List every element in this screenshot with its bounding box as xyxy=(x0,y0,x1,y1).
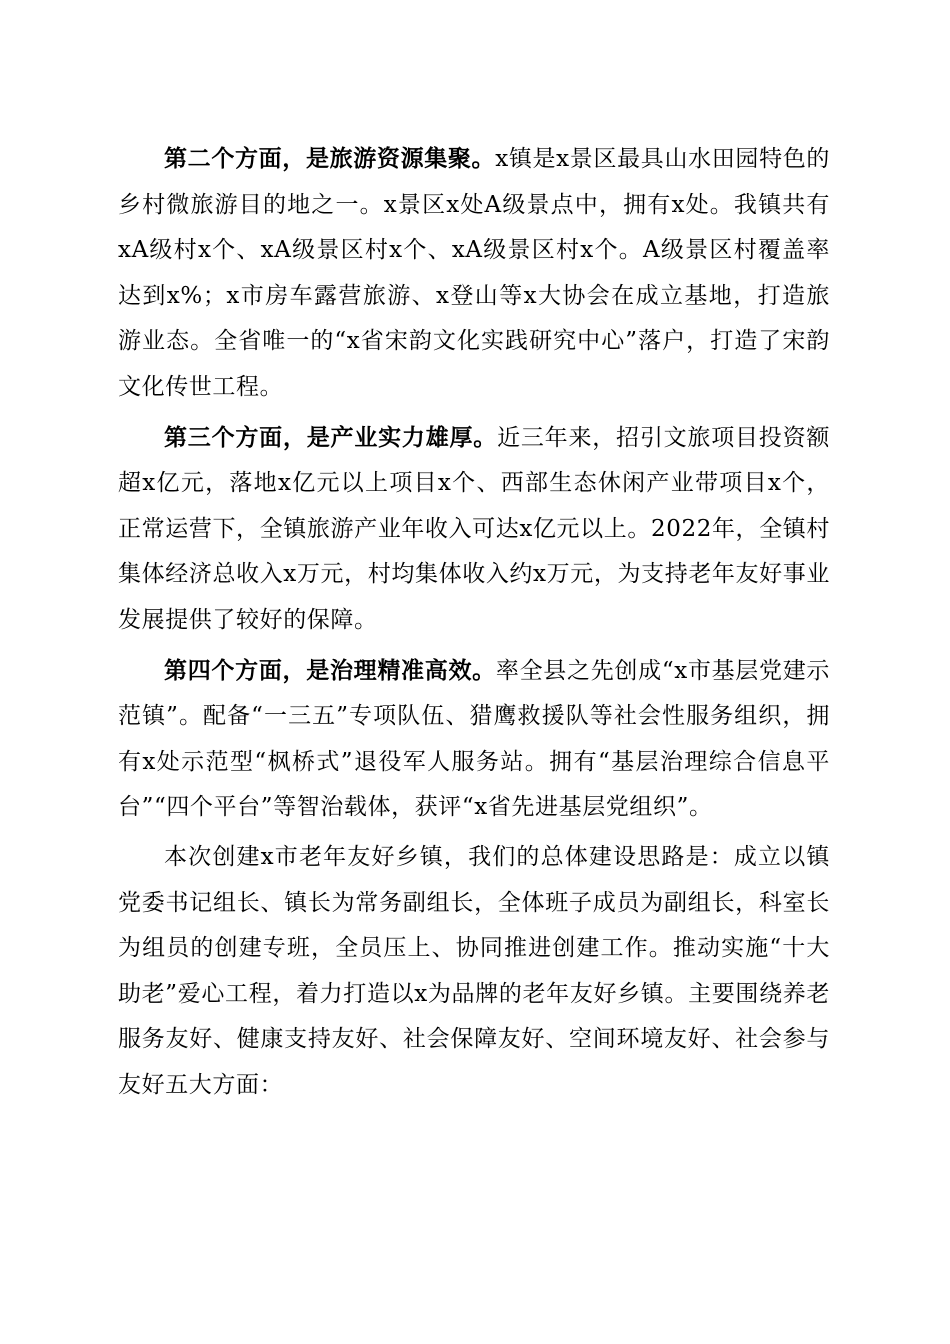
paragraph-tourism-resources xyxy=(118,136,830,411)
paragraph-body: x镇是x景区最具山水田园特色的乡村微旅游目的地之一。x景区x处A级景点中，拥有x处。我镇共有xA级村x个、xA级景区村x个、xA级景区村x个。A级景区村覆盖率达到x%；x市房车露营旅游、x登山等x大协会在成立基地，打造旅游业态。全省唯一的“x省宋韵文化实践研究中心”落户，打造了宋韵文化传世工程。 xyxy=(118,146,830,400)
paragraph-body: 率全县之先创成“x市基层党建示范镇”。配备“一三五”专项队伍、猎鹰救援队等社会性服务组织，拥有x处示范型“枫桥式”退役军人服务站。拥有“基层治理综合信息平台”“四个平台”等智治载体，获评“x省先进基层党组织”。 xyxy=(118,657,830,821)
paragraph-heading: 第三个方面，是产业实力雄厚。 xyxy=(164,423,498,451)
paragraph-heading: 第二个方面，是旅游资源集聚。 xyxy=(164,145,496,172)
paragraph-heading: 第四个方面，是治理精准高效。 xyxy=(164,656,496,684)
paragraph-industry-strength xyxy=(118,415,830,644)
document-page xyxy=(118,136,830,1112)
paragraph-construction-plan xyxy=(118,835,830,1109)
paragraph-body: 近三年来，招引文旅项目投资额超x亿元，落地x亿元以上项目x个、西部生态休闲产业带项目x个，正常运营下，全镇旅游产业年收入可达x亿元以上。2022年，全镇村集体经济总收入x万元，村均集体收入约x万元，为支持老年友好事业发展提供了较好的保障。 xyxy=(118,424,830,633)
paragraph-governance xyxy=(118,648,830,831)
paragraph-body: 本次创建x市老年友好乡镇，我们的总体建设思路是：成立以镇党委书记组长、镇长为常务副组长，全体班子成员为副组长，科室长为组员的创建专班，全员压上、协同推进创建工作。推动实施“十大助老”爱心工程，着力打造以x为品牌的老年友好乡镇。主要围绕养老服务友好、健康支持友好、社会保障友好、空间环境友好、社会参与友好五大方面： xyxy=(118,843,830,1098)
